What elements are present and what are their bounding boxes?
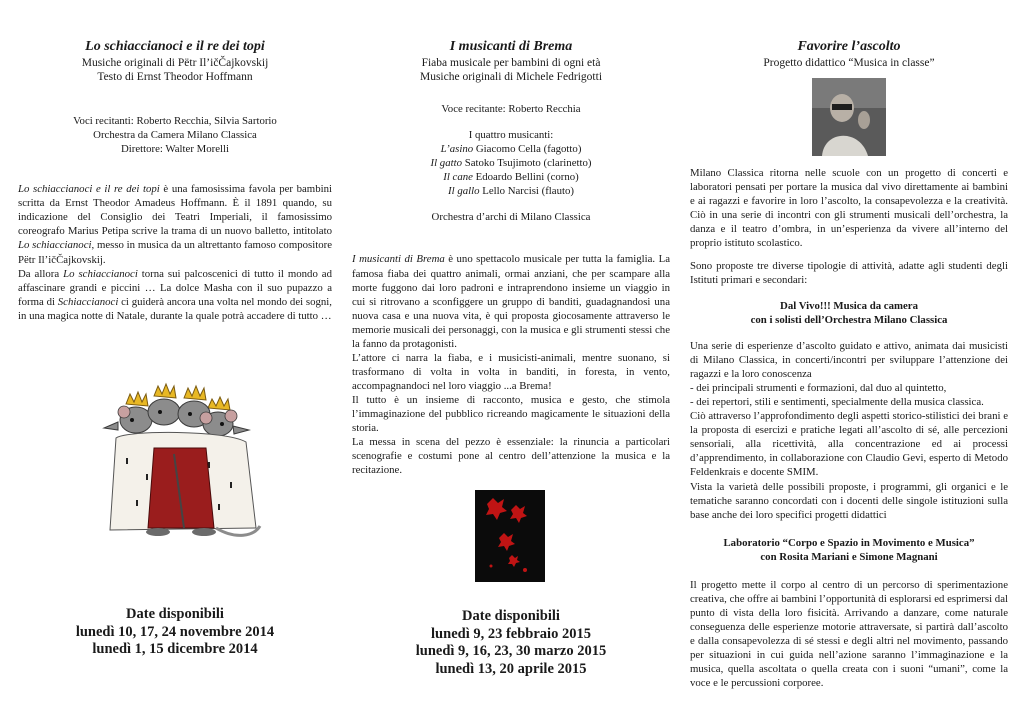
musician-line: Il gallo Lello Narcisi (flauto) [448,185,574,198]
cast-voices: Voci recitanti: Roberto Recchia, Silvia Sartorio [73,115,277,128]
date-line: lunedì 1, 15 dicembre 2014 [92,641,258,658]
date-line: lunedì 10, 17, 24 novembre 2014 [75,623,275,640]
musicanti-paragraph-1: I musicanti di Brema è uno spettacolo musicale per tutta la famiglia. La famosa fiaba dei quattro animali, ormai anziani, che per scampare alla morte fuggono dai loro padroni e intraprendono insieme un viaggio in cui si ritrovano a sconfiggere un gruppo di banditi, guadagnandosi una nuova casa e una nuova vita, è qui proposta giocosamente attraverso le memorie musicali dei personaggi, con la musica e gli strumenti stessi che la fanno da protagonisti. [352,253,670,350]
musicanti-title: I musicanti di Brema [449,39,573,54]
musicanti-paragraph-2: L’attore ci narra la fiaba, e i musicisti-animali, mentre suonano, si trasformano di volta in volta in banditi, in foresta, in vento, accompagnandoci nel loro viaggio ...a Brema! [352,351,670,392]
schiaccianoci-music-credit: Musiche originali di Pëtr Il’ičČajkovskij [81,56,269,69]
quattro-musicanti-label: I quattro musicanti: [468,129,554,142]
dal-vivo-paragraph-2: Ciò attraverso l’approfondimento degli aspetti storico-stilistici dei brani e la proposta di esercizi e pratiche legati all’ascolto di sé, alle percezioni sensoriali, alla ricettività, alla concentrazione ed ai processi d’apprendimento, in collaborazione con Claudio Gevi, esperto di Metodo Feldenkrais e docente SMIM. [690,410,1008,479]
favorire-title: Favorire l’ascolto [797,39,901,54]
favorire-paragraph-1: Milano Classica ritorna nelle scuole con un progetto di concerti e laboratori pensati per portare la musica dal vivo direttamente ai bambini e ai ragazzi e favorire in loro l’ascolto, la consapevolezza e la creatività. Ciò in una serie di incontri con gli strumenti musicali dell’orchestra, la danza e il teatro d’ombra, in un’esperienza da vivere all’interno del proprio istituto scolastico. [690,166,1008,250]
red-figures-black-icon [475,490,545,582]
cast-orchestra: Orchestra da Camera Milano Classica [93,129,257,142]
schiaccianoci-dates [18,606,332,659]
dates-title: Date disponibili [126,606,224,622]
orchestra-archi: Orchestra d’archi di Milano Classica [431,211,591,224]
schiaccianoci-paragraph-2: Da allora Lo schiaccianoci torna sui palcoscenici di tutto il mondo ad affascinare grandi e piccini … La dolce Masha con il suo pupazzo a forma di Schiaccianoci ci guiderà ancora una volta nel mondo dei sogni, in una magica notte di Natale, durante la quale potrà accadere di tutto … [18,267,333,322]
laboratorio-paragraph: Il progetto mette il corpo al centro di un percorso di sperimentazione creativa, che offre ai bambini l’opportunità di esplorarsi ed esprimersi dal punto di vista della loro fisicità. Arrivando a danzare, come naturale conseguenza delle esperienze motorie attraversate, si partirà dall’ascolto e dalla consapevolezza di sé stessi e degli altri nel movimento, passando per situazioni in cui guida nell’azione saranno l’immaginazione e la musica, quella ascoltata o quella creata con i suoni “umani”, come la voce e le percussioni corporee. [690,578,1008,689]
column-favorire-ascolto [690,38,1008,690]
mouse-king-illustration-icon [96,378,268,550]
dates-title: Date disponibili [462,608,560,624]
musicanti-dates [352,608,670,679]
dal-vivo-paragraph: Una serie di esperienze d’ascolto guidato e attivo, animata dai musicisti di Milano Classica, in concerti/incontri per sviluppare l’attenzione dei ragazzi e la loro conoscenza [690,340,1008,381]
musicanti-paragraph-3: Il tutto è un insieme di racconto, musica e gesto, che stimola l’immaginazione del pubblico ricreando magicamente le situazioni della storia. [352,393,670,434]
schiaccianoci-text-credit: Testo di Ernst Theodor Hoffmann [97,70,253,83]
musicanti-subtitle: Fiaba musicale per bambini di ogni età [421,56,601,69]
cast-conductor: Direttore: Walter Morelli [120,143,230,156]
column-schiaccianoci [18,38,332,323]
portrait-photo-icon [812,78,886,156]
date-line: lunedì 13, 20 aprile 2015 [435,661,587,678]
laboratorio-subheading: con Rosita Mariani e Simone Magnani [760,550,938,563]
list-item: - dei repertori, stili e sentimenti, specialmente della musica classica. [690,396,984,409]
schiaccianoci-title: Lo schiaccianoci e il re dei topi [85,39,265,54]
dal-vivo-subheading: con i solisti dell’Orchestra Milano Classica [750,314,948,327]
column-musicanti [352,38,670,477]
favorire-paragraph-2: Sono proposte tre diverse tipologie di attività, adatte agli studenti degli Istituti primari e secondari: [690,260,1008,287]
date-line: lunedì 9, 16, 23, 30 marzo 2015 [415,643,607,660]
musician-line: L’asino Giacomo Cella (fagotto) [440,143,582,156]
date-line: lunedì 9, 23 febbraio 2015 [431,625,591,642]
musicanti-music-credit: Musiche originali di Michele Fedrigotti [419,70,603,83]
favorire-subtitle: Progetto didattico “Musica in classe” [763,56,935,69]
dal-vivo-paragraph-3: Vista la varietà delle possibili proposte, i programmi, gli organici e le tematiche saranno concordati con i docenti delle singole istituzioni sulla base anche dei loro specifici progetti didattici [690,480,1008,521]
list-item: - dei principali strumenti e formazioni, dal duo al quintetto, [690,382,947,395]
musicanti-paragraph-4: La messa in scena del pezzo è essenziale: la rinuncia a particolari scenografie e costumi pone al centro dell’attenzione la musica e la recitazione. [352,435,670,476]
schiaccianoci-paragraph-1: Lo schiaccianoci e il re dei topi è una famosissima favola per bambini scritta da Ernst Theodor Amadeus Hoffmann. È il 1891 quando, su indicazione del Consiglio dei Teatri Imperiali, il famosissimo coreografo Marius Petipa scrive la trama di un nuovo balletto, intitolato Lo schiaccianoci, messo in musica da un altrettanto famoso compositore Pëtr Il’ičČajkovskij. [18,183,332,266]
voce-recitante: Voce recitante: Roberto Recchia [441,103,581,116]
musician-line: Il cane Edoardo Bellini (corno) [443,171,579,184]
musician-line: Il gatto Satoko Tsujimoto (clarinetto) [430,157,592,170]
dal-vivo-heading: Dal Vivo!!! Musica da camera [780,300,918,313]
laboratorio-heading: Laboratorio “Corpo e Spazio in Movimento e Musica” [723,536,975,549]
